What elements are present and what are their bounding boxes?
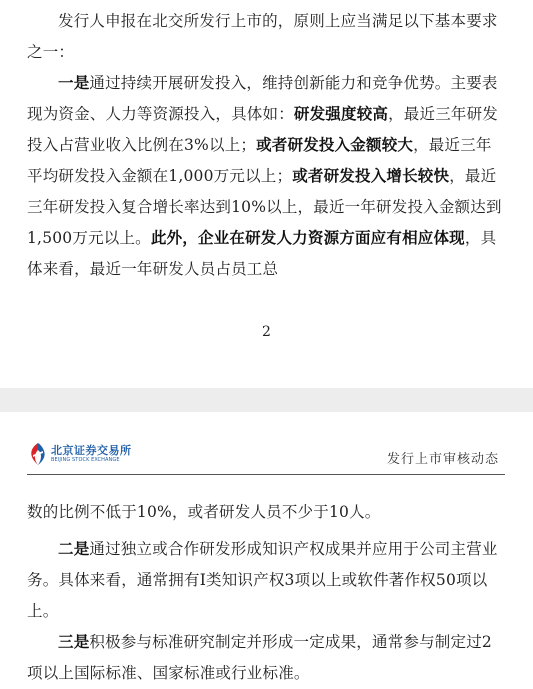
page-separator [0, 388, 533, 412]
bse-logo [28, 442, 132, 466]
logo-english-name: BEIJING STOCK EXCHANGE [51, 456, 120, 463]
text-segment: 积极参与标准研究制定并形成一定成果，通常参与制定过2项以上国际标准、国家标准或行业标准。 [27, 633, 492, 682]
page-number: 2 [262, 324, 271, 340]
text-segment: ，最近三年研发投入占营业收入比例在3%以上； [27, 105, 499, 154]
bold-segment: 或者研发投入金额较大 [256, 136, 414, 154]
bold-segment: 或者研发投入增长较快 [292, 167, 450, 185]
lead-label-three: 三是 [58, 633, 90, 651]
document-page-2 [0, 412, 533, 689]
text-segment: ，最近三年平均研发投入金额在1,000万元以上； [27, 136, 492, 185]
bold-segment: 研发强度较高 [293, 105, 389, 123]
lead-label-two: 二是 [58, 540, 90, 558]
text-segment: 通过独立或合作研发形成知识产权成果并应用于公司主营业务。具体来看，通常拥有Ⅰ类知识产权3项以上或软件著作权50项以上。 [27, 540, 498, 620]
header-divider [27, 474, 505, 475]
paragraph-continuation: 数的比例不低于10%，或者研发人员不少于10人。 [27, 503, 381, 521]
paragraph-requirement-three [27, 627, 505, 689]
text-segment: ，具体来看，最近一年研发人员占员工总 [27, 229, 497, 278]
text-segment: 通过持续开展研发投入，维持创新能力和竞争优势。主要表现为资金、人力等资源投入，具体如： [27, 74, 498, 123]
paragraph-requirement-one [27, 68, 505, 285]
header-title: 发行上市审核动态 [386, 452, 499, 467]
bold-segment: 此外，企业在研发人力资源方面应有相应体现 [150, 229, 465, 247]
lead-label-one: 一是 [58, 74, 90, 92]
paragraph-requirement-two [27, 534, 505, 627]
bse-logo-icon [28, 442, 48, 466]
paragraph-intro: 发行人申报在北交所发行上市的，原则上应当满足以下基本要求之一： [27, 12, 498, 61]
logo-chinese-name: 北京证券交易所 [51, 443, 132, 457]
text-segment: ，最近三年研发投入复合增长率达到10%以上，最近一年研发投入金额达到1,500万元以上。 [27, 167, 502, 247]
